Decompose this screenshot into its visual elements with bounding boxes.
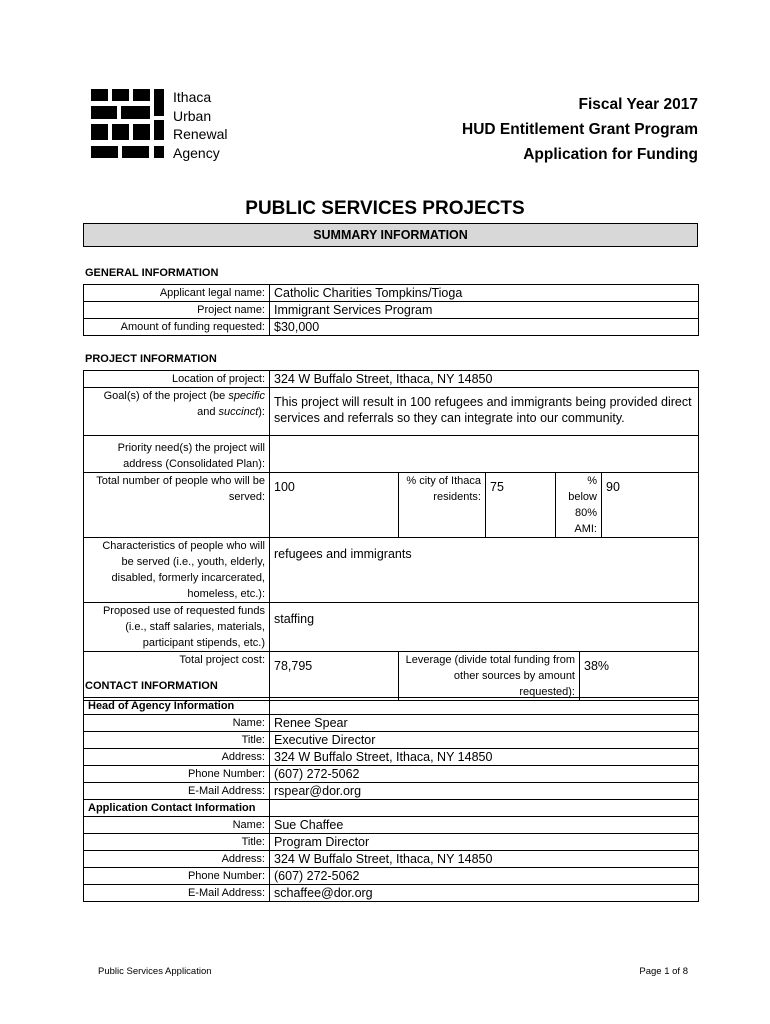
amount-label: Amount of funding requested: bbox=[84, 319, 270, 336]
hoa-phone-label: Phone Number: bbox=[84, 766, 270, 783]
logo-block bbox=[91, 146, 118, 158]
logo-block bbox=[112, 89, 129, 101]
ac-address-label: Address: bbox=[84, 851, 270, 868]
leverage-label: Leverage (divide total funding from other sources by amount requested): bbox=[399, 652, 580, 701]
project-table bbox=[83, 370, 699, 701]
logo-block bbox=[133, 124, 150, 140]
project-heading: PROJECT INFORMATION bbox=[85, 353, 217, 365]
hoa-address-label: Address: bbox=[84, 749, 270, 766]
logo-line: Agency bbox=[173, 144, 220, 161]
applicant-label: Applicant legal name: bbox=[84, 285, 270, 302]
program-name: HUD Entitlement Grant Program bbox=[462, 121, 698, 138]
location-field[interactable]: 324 W Buffalo Street, Ithaca, NY 14850 bbox=[270, 371, 699, 388]
head-of-agency-heading: Head of Agency Information bbox=[84, 698, 270, 715]
logo-block bbox=[91, 89, 108, 101]
project-name-field[interactable]: Immigrant Services Program bbox=[270, 302, 699, 319]
pct-ithaca-field[interactable]: 75 bbox=[486, 473, 556, 538]
project-name-label: Project name: bbox=[84, 302, 270, 319]
location-label: Location of project: bbox=[84, 371, 270, 388]
amount-field[interactable]: $30,000 bbox=[270, 319, 699, 336]
priority-field[interactable] bbox=[270, 436, 699, 473]
pct-ami-field[interactable]: 90 bbox=[602, 473, 699, 538]
contact-table bbox=[83, 697, 699, 902]
general-table bbox=[83, 284, 699, 336]
logo-block bbox=[121, 106, 150, 119]
logo-block bbox=[154, 89, 164, 116]
ac-title-field[interactable]: Program Director bbox=[270, 834, 699, 851]
applicant-field[interactable]: Catholic Charities Tompkins/Tioga bbox=[270, 285, 699, 302]
logo-block bbox=[112, 124, 129, 140]
ac-email-field[interactable]: schaffee@dor.org bbox=[270, 885, 699, 902]
characteristics-field[interactable]: refugees and immigrants bbox=[270, 538, 699, 603]
footer-page-number: Page 1 of 8 bbox=[639, 966, 688, 977]
hoa-email-label: E-Mail Address: bbox=[84, 783, 270, 800]
hoa-address-field[interactable]: 324 W Buffalo Street, Ithaca, NY 14850 bbox=[270, 749, 699, 766]
application-type: Application for Funding bbox=[523, 146, 698, 163]
hoa-email-field[interactable]: rspear@dor.org bbox=[270, 783, 699, 800]
blank-cell bbox=[270, 800, 699, 817]
total-cost-field[interactable]: 78,795 bbox=[270, 652, 399, 701]
logo-line: Renewal bbox=[173, 126, 228, 142]
logo-block bbox=[154, 120, 164, 140]
goals-field[interactable]: This project will result in 100 refugees and immigrants being provided direct services and referrals so they can integrate into our community. bbox=[270, 388, 699, 436]
hoa-title-field[interactable]: Executive Director bbox=[270, 732, 699, 749]
logo-block bbox=[122, 146, 149, 158]
hoa-title-label: Title: bbox=[84, 732, 270, 749]
fiscal-year: Fiscal Year 2017 bbox=[578, 96, 698, 113]
contact-heading: CONTACT INFORMATION bbox=[85, 680, 218, 692]
proposed-use-label: Proposed use of requested funds (i.e., staff salaries, materials, participant stipends, etc.) bbox=[84, 603, 270, 652]
logo-block bbox=[91, 124, 108, 140]
blank-cell bbox=[270, 698, 699, 715]
logo-line: Ithaca bbox=[173, 89, 212, 105]
hoa-name-field[interactable]: Renee Spear bbox=[270, 715, 699, 732]
proposed-use-field[interactable]: staffing bbox=[270, 603, 699, 652]
hoa-name-label: Name: bbox=[84, 715, 270, 732]
total-cost-label: Total project cost: bbox=[84, 652, 270, 701]
hoa-phone-field[interactable]: (607) 272-5062 bbox=[270, 766, 699, 783]
logo-block bbox=[91, 106, 117, 119]
pct-ami-label: % below 80% AMI: bbox=[556, 473, 602, 538]
logo-line: Urban bbox=[173, 107, 212, 124]
app-contact-heading: Application Contact Information bbox=[84, 800, 270, 817]
logo-block bbox=[154, 146, 164, 158]
characteristics-label: Characteristics of people who will be served (i.e., youth, elderly, disabled, formerly incarcerated, homeless, etc.): bbox=[84, 538, 270, 603]
ac-phone-label: Phone Number: bbox=[84, 868, 270, 885]
ac-title-label: Title: bbox=[84, 834, 270, 851]
general-heading: GENERAL INFORMATION bbox=[85, 267, 219, 279]
logo-text bbox=[173, 88, 227, 162]
ac-address-field[interactable]: 324 W Buffalo Street, Ithaca, NY 14850 bbox=[270, 851, 699, 868]
total-people-label: Total number of people who will be served: bbox=[84, 473, 270, 538]
pct-ithaca-label: % city of Ithaca residents: bbox=[399, 473, 486, 538]
page-title: PUBLIC SERVICES PROJECTS bbox=[245, 198, 525, 219]
ac-name-field[interactable]: Sue Chaffee bbox=[270, 817, 699, 834]
summary-bar: SUMMARY INFORMATION bbox=[83, 223, 698, 247]
priority-label: Priority need(s) the project will address (Consolidated Plan): bbox=[84, 436, 270, 473]
total-people-field[interactable]: 100 bbox=[270, 473, 399, 538]
logo-block bbox=[133, 89, 150, 101]
ac-email-label: E-Mail Address: bbox=[84, 885, 270, 902]
ac-name-label: Name: bbox=[84, 817, 270, 834]
ac-phone-field[interactable]: (607) 272-5062 bbox=[270, 868, 699, 885]
goals-label: Goal(s) of the project (be specific and succinct): bbox=[84, 388, 270, 436]
leverage-field[interactable]: 38% bbox=[580, 652, 699, 701]
footer-document-name: Public Services Application bbox=[98, 966, 212, 977]
